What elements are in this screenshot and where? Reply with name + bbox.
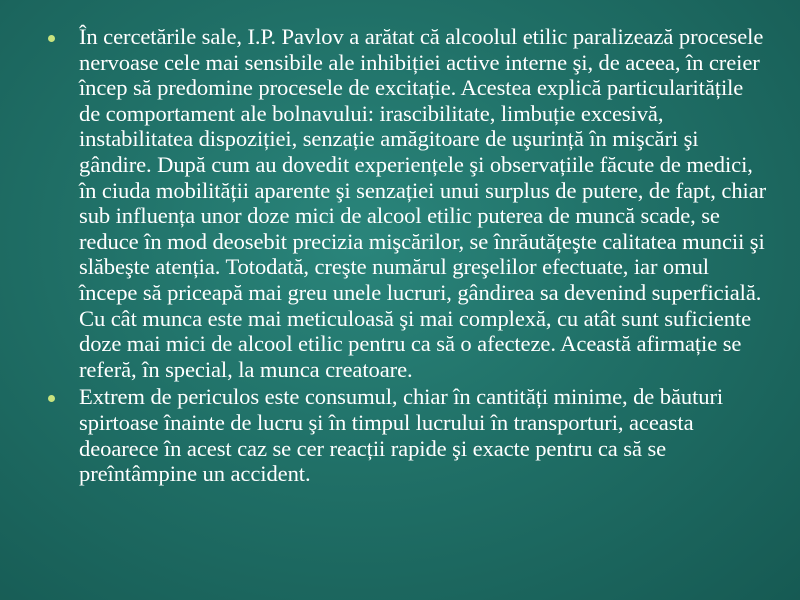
bullet-list [48,24,768,489]
bullet-dot-icon [48,35,55,42]
bullet-item [48,384,768,486]
bullet-text: Extrem de periculos este consumul, chiar în cantități minime, de băuturi spirtoase înainte de lucru şi în timpul lucrului în transporturi, aceasta deoarece în acest caz se cer reacții rapide şi exacte pentru ca să se preîntâmpine un accident. [79,384,724,487]
bullet-dot-icon [48,395,55,402]
bullet-text: În cercetările sale, I.P. Pavlov a arătat că alcoolul etilic paralizează procesele nervoase cele mai sensibile ale inhibiției active interne şi, de aceea, în creier încep să predomine procesele de excitație. Acestea explică particularitățile de comportament ale bolnavului: irascibilitate, limbuție excesivă, instabilitatea dispoziției, senzație amăgitoare de uşurință în mişcări şi gândire. După cum au dovedit experiențele şi observațiile făcute de medici, în ciuda mobilității aparente şi senzației unui surplus de putere, de fapt, chiar sub influența unor doze mici de alcool etilic puterea de muncă scade, se reduce în mod deosebit precizia mişcărilor, se înrăutățeşte calitatea muncii şi slăbeşte atenția. Totodată, creşte numărul greşelilor efectuate, iar omul începe să priceapă mai greu unele lucruri, gândirea sa devenind superficială. Cu cât munca este mai meticuloasă şi mai complexă, cu atât sunt suficiente doze mai mici de alcool etilic pentru ca să o afecteze. Această afirmație se referă, în special, la munca creatoare. [79,24,767,382]
bullet-item [48,24,768,382]
